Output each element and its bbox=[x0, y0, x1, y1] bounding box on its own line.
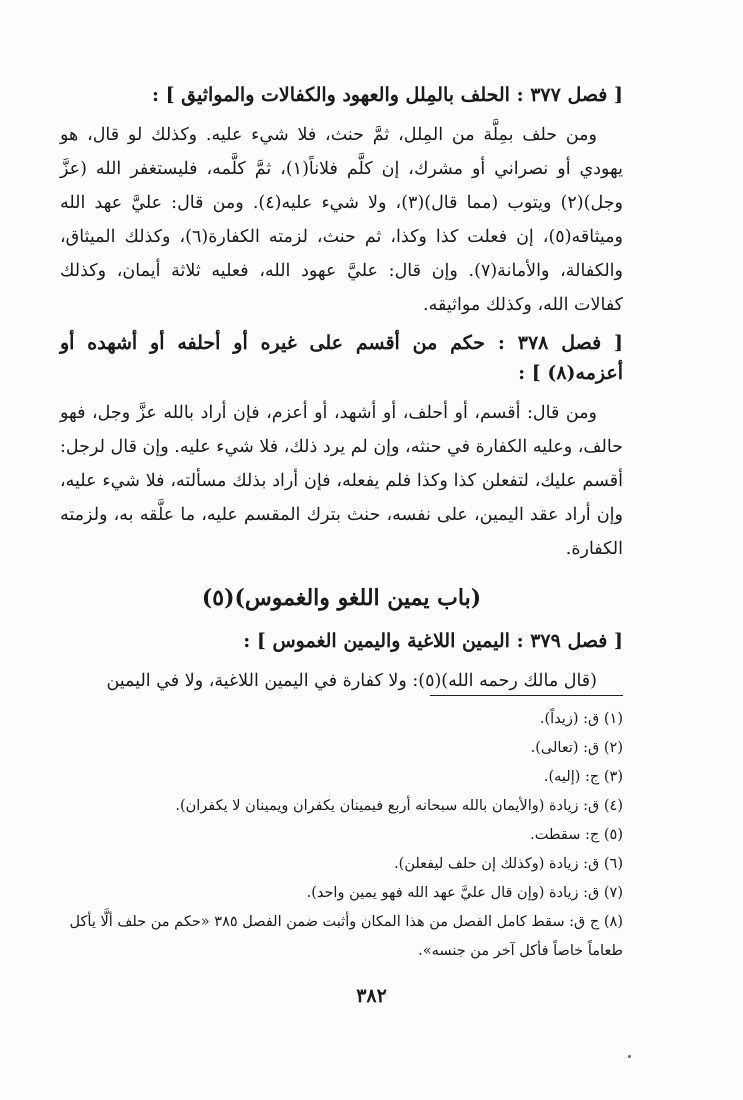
footnote-4: (٤) ق: زيادة (والأيمان بالله سبحانه أربع فيمينان يكفران ويمينان لا يكفران). bbox=[175, 798, 623, 814]
footnote-8: (٨) ج ق: سقط كامل الفصل من هذا المكان وأثبت ضمن الفصل ٣٨٥ «حكم من حلف ألَّا يأكل طعاماً خاصاً فأكل آخر من جنسه». bbox=[69, 914, 623, 959]
footnote-7: (٧) ق: زيادة (وإن قال عليَّ عهد الله فهو يمين واحد). bbox=[306, 885, 623, 901]
footnotes bbox=[60, 705, 623, 966]
footnote-6: (٦) ق: زيادة (وكذلك إن حلف ليفعلن). bbox=[394, 856, 623, 872]
page-number: ٣٨٢ bbox=[356, 985, 387, 1007]
footnote-2: (٢) ق: (تعالى). bbox=[530, 740, 623, 756]
page-body bbox=[60, 80, 623, 704]
scan-speck bbox=[628, 1055, 631, 1058]
footnote-divider bbox=[430, 695, 623, 696]
paragraph-377: ومن حلف بمِلَّة من المِلل، ثمَّ حنث، فلا شيء عليه. وكذلك لو قال، هو يهودي أو نصراني أو مشرك، إن كلَّم فلاناً(١)، ثمَّ كلَّمه، فليستغفر الله (عزَّ وجل)(٢) ويتوب (مما قال)(٣)، ولا شيء عليه(٤). ومن قال: عليَّ عهد الله وميثاقه(٥)، إن فعلت كذا وكذا، ثم حنث، لزمته الكفارة(٦)، وكذلك الميثاق، والكفالة، والأمانة(٧). وإن قال: عليَّ عهود الله، فعليه ثلاثة أيمان، وكذلك كفالات الله، وكذلك مواثيقه. bbox=[60, 125, 624, 315]
chapter-title: (باب يمين اللغو والغموس)(٥) bbox=[201, 585, 482, 611]
paragraph-378: ومن قال: أقسم، أو أحلف، أو أشهد، أو أعزم، فإن أراد بالله عزَّ وجل، فهو حالف، وعليه الكفارة في حنثه، وإن لم يرد ذلك، فلا شيء عليه. وإن قال لرجل: أقسم عليك، لتفعلن كذا وكذا فلم يفعله، فإن أراد بذلك مسألته، فلا شيء عليه، وإن أراد عقد اليمين، على نفسه، حنث بترك المقسم عليه، ما علَّقه به، ولزمته الكفارة. bbox=[60, 403, 623, 559]
footnote-1: (١) ق: (زيداً). bbox=[539, 711, 623, 727]
footnote-3: (٣) ج: (إليه). bbox=[543, 769, 623, 785]
section-heading-378: [ فصل ٣٧٨ : حكم من أقسم على غيره أو أحلفه أو أشهده أو أعزمه(٨) ] : bbox=[60, 332, 624, 384]
paragraph-379: (قال مالك رحمه الله)(٥): ولا كفارة في اليمين اللاغية، ولا في اليمين bbox=[106, 671, 597, 691]
footnote-5: (٥) ج: سقطت. bbox=[530, 827, 623, 843]
section-heading-379: [ فصل ٣٧٩ : اليمين اللاغية واليمين الغموس ] : bbox=[243, 630, 623, 652]
section-heading-377: [ فصل ٣٧٧ : الحلف بالمِلل والعهود والكفالات والمواثيق ] : bbox=[151, 84, 623, 106]
